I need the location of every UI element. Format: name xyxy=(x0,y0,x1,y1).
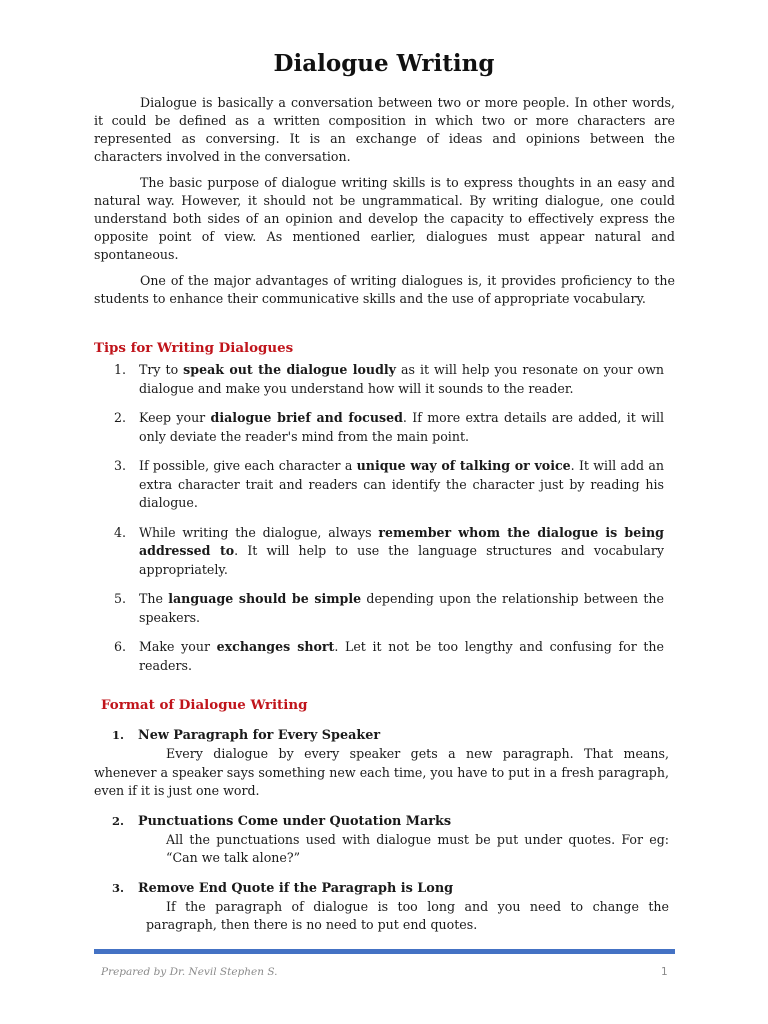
item-number: 1. xyxy=(112,728,125,742)
intro-paragraph: Dialogue is basically a conversation between two or more people. In other words, it could be defined as a written composition in which two or more characters are represented as conversing. It is an exchange of ideas and opinions between the characters involved in the conversation. xyxy=(94,95,675,164)
page-number: 1 xyxy=(661,966,668,978)
item-text: . If more extra details are added, it will only deviate the reader's mind from the main point. xyxy=(139,410,665,444)
intro-paragraph: The basic purpose of dialogue writing skills is to express thoughts in an easy and natural way. However, it should not be ungrammatical. By writing dialogue, one could understand both sides of an opinion and develop the capacity to effectively express the opposite point of view. As mentioned earlier, dialogues must appear natural and spontaneous. xyxy=(94,175,675,262)
list-item xyxy=(94,590,664,627)
item-text: The xyxy=(139,591,169,606)
tips-list xyxy=(94,361,664,686)
item-text: . It will add an extra character trait and readers can identify the character just by reading his dialogue. xyxy=(139,458,664,510)
list-item xyxy=(94,361,664,398)
tips-heading: Tips for Writing Dialogues xyxy=(94,340,294,356)
format-list xyxy=(94,727,669,947)
list-item xyxy=(94,409,664,446)
item-text: . It will help to use the language structures and vocabulary appropriately. xyxy=(139,543,664,577)
item-text: Every dialogue by every speaker gets a new paragraph. That means, whenever a speaker says something new each time, you have to put in a fresh paragraph, even if it is just one word. xyxy=(94,746,669,798)
list-item xyxy=(94,457,664,513)
footer-author: Prepared by Dr. Nevil Stephen S. xyxy=(101,966,278,978)
list-item xyxy=(94,638,664,675)
item-text: All the punctuations used with dialogue must be put under quotes. For eg: “Can we talk alone?” xyxy=(166,831,669,865)
item-text: . Let it not be too lengthy and confusing for the readers. xyxy=(139,639,664,673)
item-text: Keep your xyxy=(139,410,211,425)
item-number: 2. xyxy=(112,813,125,828)
item-text: as it will help you resonate on your own dialogue and make you understand how will it sounds to the reader. xyxy=(139,362,664,396)
item-emphasis: remember whom the dialogue is being addressed to xyxy=(139,524,664,558)
intro-section xyxy=(94,94,675,316)
item-number: 1. xyxy=(114,362,127,377)
list-item xyxy=(94,727,669,801)
page-title: Dialogue Writing xyxy=(273,50,495,77)
item-number: 3. xyxy=(114,458,127,473)
item-heading: New Paragraph for Every Speaker xyxy=(138,728,381,743)
item-text: Make your xyxy=(139,639,217,654)
item-heading: Punctuations Come under Quotation Marks xyxy=(138,813,452,829)
item-text: Try to xyxy=(139,362,184,377)
item-number: 5. xyxy=(114,591,127,606)
item-emphasis: speak out the dialogue loudly xyxy=(183,362,396,377)
item-number: 3. xyxy=(112,880,125,895)
item-text: While writing the dialogue, always xyxy=(139,524,379,540)
footer-rule xyxy=(94,949,675,954)
item-number: 2. xyxy=(114,410,127,425)
item-emphasis: unique way of talking or voice xyxy=(356,458,571,473)
item-number: 4. xyxy=(114,524,127,540)
list-item xyxy=(94,524,664,580)
list-item xyxy=(94,813,669,868)
intro-paragraph: One of the major advantages of writing dialogues is, it provides proficiency to the students to enhance their communicative skills and the use of appropriate vocabulary. xyxy=(94,273,675,306)
item-number: 6. xyxy=(114,639,127,654)
list-item xyxy=(94,880,669,935)
item-text: If the paragraph of dialogue is too long and you need to change the paragraph, then there is no need to put end quotes. xyxy=(146,898,669,932)
format-heading: Format of Dialogue Writing xyxy=(101,697,308,713)
item-text: If possible, give each character a xyxy=(139,458,357,473)
item-emphasis: language should be simple xyxy=(168,591,362,606)
item-text: depending upon the relationship between the speakers. xyxy=(139,591,664,625)
item-emphasis: dialogue brief and focused xyxy=(210,410,403,425)
item-heading: Remove End Quote if the Paragraph is Long xyxy=(138,880,454,896)
item-emphasis: exchanges short xyxy=(216,639,335,654)
